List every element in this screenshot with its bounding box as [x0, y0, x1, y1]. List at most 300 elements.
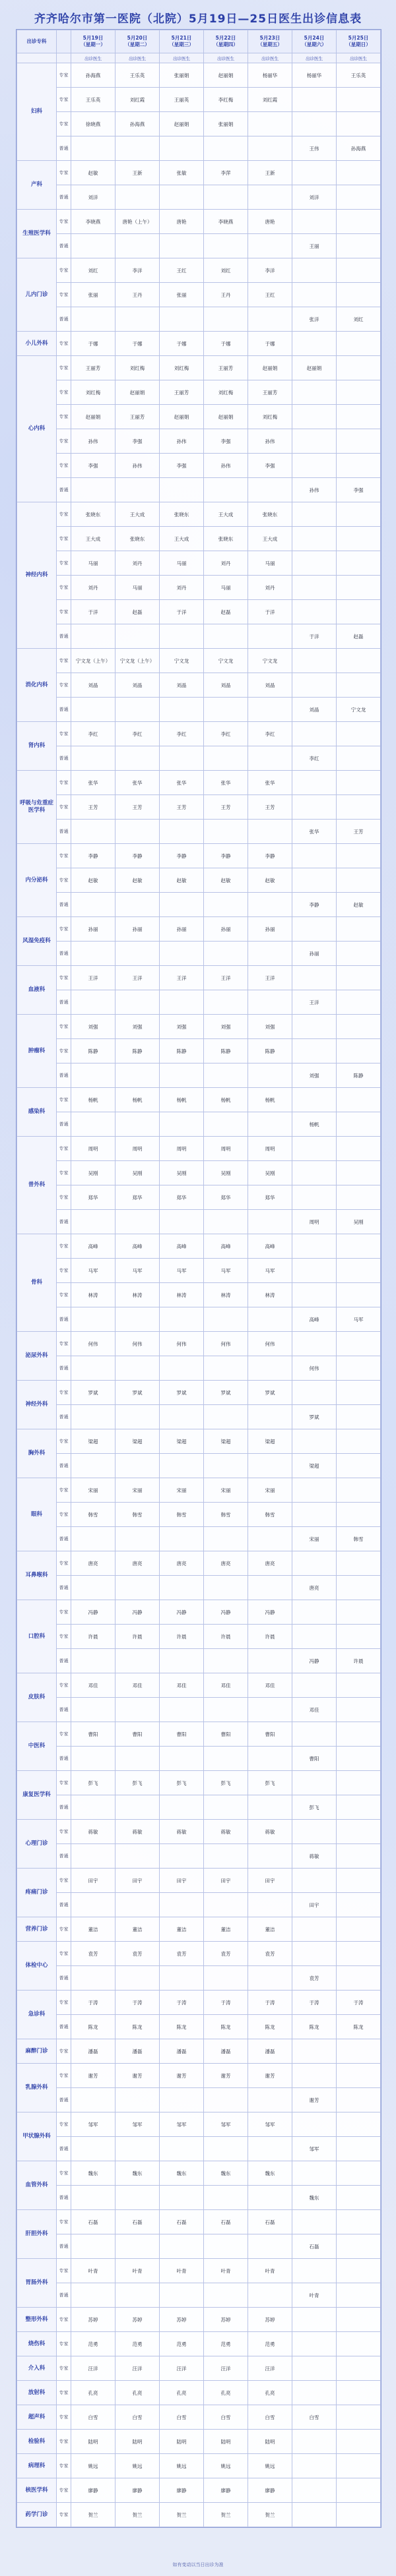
doctor-cell [248, 1112, 292, 1137]
department-name: 核医学科 [17, 2478, 57, 2503]
doctor-cell [248, 1210, 292, 1234]
doctor-cell: 李静 [248, 844, 292, 868]
doctor-cell [292, 868, 337, 893]
table-row [17, 2381, 381, 2405]
doctor-cell [337, 1161, 381, 1185]
doctor-cell: 刘红霞 [248, 88, 292, 112]
table-row [17, 1161, 381, 1185]
clinic-type: 专家 [57, 2503, 71, 2527]
doctor-cell [337, 2137, 381, 2161]
clinic-type: 专家 [57, 1015, 71, 1039]
doctor-cell: 于娜 [160, 332, 204, 356]
doctor-cell: 吴刚 [160, 1161, 204, 1185]
doctor-cell: 张华 [204, 771, 248, 795]
doctor-cell: 廖静 [204, 2478, 248, 2503]
table-row [17, 844, 381, 868]
table-row [17, 1015, 381, 1039]
table-subheader-row [17, 53, 381, 63]
doctor-cell: 马军 [116, 1259, 160, 1283]
table-row [17, 1625, 381, 1649]
doctor-cell [248, 2137, 292, 2161]
department-name: 康复医学科 [17, 1771, 57, 1820]
doctor-cell [116, 185, 160, 210]
clinic-type: 专家 [57, 673, 71, 698]
doctor-cell [337, 771, 381, 795]
doctor-cell: 石磊 [160, 2210, 204, 2234]
doctor-cell: 马军 [204, 1259, 248, 1283]
doctor-cell: 冯静 [292, 1649, 337, 1673]
doctor-cell [337, 2478, 381, 2503]
doctor-cell [248, 307, 292, 332]
doctor-cell: 谢芳 [71, 2064, 116, 2088]
doctor-cell: 白雪 [71, 2405, 116, 2430]
doctor-cell [337, 2503, 381, 2527]
doctor-cell [204, 1698, 248, 1722]
doctor-cell: 邹军 [71, 2112, 116, 2137]
doctor-cell: 姚远 [116, 2454, 160, 2478]
doctor-cell [160, 2137, 204, 2161]
clinic-type: 专家 [57, 380, 71, 405]
doctor-cell: 袁芳 [71, 1942, 116, 1966]
doctor-cell [116, 1307, 160, 1332]
department-name: 检验科 [17, 2430, 57, 2454]
header-weekday: （星期日） [346, 42, 371, 47]
doctor-cell: 石磊 [292, 2234, 337, 2259]
clinic-type: 普通 [57, 1576, 71, 1600]
doctor-cell: 袁芳 [248, 1942, 292, 1966]
doctor-cell: 于洋 [71, 600, 116, 624]
doctor-cell [160, 307, 204, 332]
doctor-cell: 孙丽 [116, 917, 160, 942]
doctor-cell: 杨帆 [116, 1088, 160, 1112]
doctor-cell: 魏东 [116, 2161, 160, 2186]
department-name: 胃肠外科 [17, 2259, 57, 2308]
doctor-cell: 罗斌 [160, 1381, 204, 1405]
doctor-cell [292, 722, 337, 746]
department-name: 耳鼻喉科 [17, 1551, 57, 1600]
doctor-cell [204, 136, 248, 161]
table-row [17, 1356, 381, 1381]
doctor-cell: 叶青 [160, 2259, 204, 2283]
clinic-type: 专家 [57, 405, 71, 429]
table-row [17, 161, 381, 185]
doctor-cell: 李洋 [116, 258, 160, 283]
doctor-cell: 周明 [116, 1137, 160, 1161]
header-dept: 出诊专科 [17, 30, 57, 53]
doctor-cell: 冯静 [116, 1600, 160, 1625]
doctor-cell: 邹军 [116, 2112, 160, 2137]
table-row [17, 1820, 381, 1844]
doctor-cell [292, 795, 337, 820]
doctor-cell [337, 380, 381, 405]
doctor-cell: 李红 [71, 722, 116, 746]
doctor-cell: 于洋 [292, 624, 337, 649]
doctor-cell [116, 893, 160, 917]
clinic-type: 普通 [57, 307, 71, 332]
doctor-cell [292, 1137, 337, 1161]
doctor-cell: 魏东 [71, 2161, 116, 2186]
clinic-type: 专家 [57, 429, 71, 454]
doctor-cell: 田宇 [204, 1869, 248, 1893]
doctor-cell: 郑华 [160, 1185, 204, 1210]
doctor-cell: 陈静 [160, 1039, 204, 1063]
doctor-cell: 白雪 [292, 2405, 337, 2430]
department-name: 皮肤科 [17, 1673, 57, 1722]
doctor-cell: 赵敏 [116, 868, 160, 893]
doctor-cell [337, 722, 381, 746]
header-weekday: （星期二） [125, 42, 150, 47]
doctor-cell: 于涛 [204, 1991, 248, 2015]
doctor-cell: 于涛 [248, 1991, 292, 2015]
table-row [17, 624, 381, 649]
doctor-cell: 马军 [248, 1259, 292, 1283]
doctor-cell: 汪洋 [204, 2356, 248, 2381]
doctor-cell: 王大成 [71, 527, 116, 551]
doctor-cell: 周明 [204, 1137, 248, 1161]
doctor-cell [160, 1454, 204, 1478]
doctor-cell: 王芳 [337, 820, 381, 844]
doctor-cell: 蒋敏 [160, 1820, 204, 1844]
doctor-cell [337, 600, 381, 624]
doctor-cell: 王芳 [116, 795, 160, 820]
doctor-cell: 张华 [248, 771, 292, 795]
doctor-cell: 杨帆 [292, 1112, 337, 1137]
table-row [17, 673, 381, 698]
doctor-cell [337, 258, 381, 283]
doctor-cell [337, 283, 381, 307]
doctor-cell [204, 1649, 248, 1673]
doctor-cell: 孙丽 [204, 917, 248, 942]
table-row [17, 990, 381, 1015]
clinic-type: 专家 [57, 1234, 71, 1259]
department-name: 放射科 [17, 2381, 57, 2405]
footer-note: 如有变动以当日出诊为准 [172, 2562, 224, 2567]
doctor-cell: 刘晶 [71, 673, 116, 698]
table-row [17, 1649, 381, 1673]
doctor-cell: 赵敏 [204, 868, 248, 893]
table-row [17, 1795, 381, 1820]
doctor-cell: 袁芳 [292, 1966, 337, 1991]
doctor-cell: 孔亮 [71, 2381, 116, 2405]
doctor-cell: 田宇 [116, 1869, 160, 1893]
table-row [17, 185, 381, 210]
header-date: 5月20日 [127, 35, 148, 41]
doctor-cell: 韩雪 [337, 1527, 381, 1551]
doctor-cell: 张晓东 [248, 502, 292, 527]
doctor-cell: 李强 [248, 454, 292, 478]
doctor-cell [116, 624, 160, 649]
table-row [17, 380, 381, 405]
doctor-cell [71, 820, 116, 844]
clinic-type: 专家 [57, 917, 71, 942]
doctor-cell [337, 1478, 381, 1503]
doctor-cell [337, 966, 381, 990]
clinic-type: 普通 [57, 1795, 71, 1820]
doctor-cell [337, 405, 381, 429]
doctor-cell: 白雪 [116, 2405, 160, 2430]
header-day [116, 30, 160, 53]
clinic-type: 专家 [57, 1722, 71, 1747]
doctor-cell [337, 1747, 381, 1771]
doctor-cell [337, 88, 381, 112]
table-row [17, 1527, 381, 1551]
doctor-cell [337, 2356, 381, 2381]
doctor-cell: 潘磊 [116, 2039, 160, 2064]
doctor-cell: 唐亮 [248, 1551, 292, 1576]
doctor-cell [337, 210, 381, 234]
doctor-cell [337, 1234, 381, 1259]
doctor-cell: 陈静 [116, 1039, 160, 1063]
schedule-table [16, 30, 381, 2527]
table-row [17, 502, 381, 527]
table-row [17, 1112, 381, 1137]
doctor-cell [248, 1844, 292, 1869]
doctor-cell [337, 1185, 381, 1210]
doctor-cell: 陈静 [204, 1039, 248, 1063]
doctor-cell: 于涛 [116, 1991, 160, 2015]
doctor-cell: 马丽 [204, 576, 248, 600]
doctor-cell: 马丽 [116, 576, 160, 600]
table-row [17, 1381, 381, 1405]
doctor-cell: 陈龙 [248, 2015, 292, 2039]
doctor-cell: 于涛 [337, 1991, 381, 2015]
doctor-cell: 李静 [292, 893, 337, 917]
doctor-cell [204, 698, 248, 722]
doctor-cell [248, 478, 292, 502]
doctor-cell [337, 429, 381, 454]
doctor-cell: 范勇 [160, 2332, 204, 2356]
doctor-cell: 于娜 [204, 332, 248, 356]
doctor-cell [204, 478, 248, 502]
doctor-cell: 宋丽 [160, 1478, 204, 1503]
doctor-cell: 孙伟 [71, 429, 116, 454]
doctor-cell [71, 1893, 116, 1917]
clinic-type: 专家 [57, 649, 71, 673]
doctor-cell: 陈静 [337, 1063, 381, 1088]
doctor-cell: 刘红霞 [116, 88, 160, 112]
doctor-cell: 邹军 [292, 2137, 337, 2161]
clinic-type: 专家 [57, 844, 71, 868]
doctor-cell: 魏东 [292, 2186, 337, 2210]
department-name: 呼吸与危重症医学科 [17, 771, 57, 844]
doctor-cell: 冯静 [71, 1600, 116, 1625]
table-row [17, 307, 381, 332]
schedule-body [17, 63, 381, 2527]
doctor-cell: 吴刚 [116, 1161, 160, 1185]
table-row [17, 478, 381, 502]
doctor-cell [71, 1063, 116, 1088]
doctor-cell: 邓佳 [116, 1673, 160, 1698]
subheader-label: 出诊医生 [248, 53, 292, 63]
doctor-cell [337, 1625, 381, 1649]
doctor-cell: 廖静 [248, 2478, 292, 2503]
doctor-cell: 冯静 [160, 1600, 204, 1625]
doctor-cell [116, 1210, 160, 1234]
clinic-type: 专家 [57, 2064, 71, 2088]
doctor-cell [204, 942, 248, 966]
doctor-cell: 唐亮 [116, 1551, 160, 1576]
doctor-cell: 马丽 [248, 551, 292, 576]
doctor-cell: 苏婷 [160, 2308, 204, 2332]
doctor-cell: 张华 [71, 771, 116, 795]
doctor-cell: 王红 [160, 258, 204, 283]
page-title: 齐齐哈尔市第一医院（北院）5月19日—25日医生出诊信息表 [34, 13, 362, 26]
doctor-cell: 李红 [292, 746, 337, 771]
table-row [17, 136, 381, 161]
clinic-type: 专家 [57, 1185, 71, 1210]
table-row [17, 820, 381, 844]
doctor-cell [71, 234, 116, 258]
department-name: 胸外科 [17, 1429, 57, 1478]
doctor-cell: 田宇 [71, 1869, 116, 1893]
doctor-cell [116, 698, 160, 722]
doctor-cell: 叶青 [116, 2259, 160, 2283]
doctor-cell [248, 1405, 292, 1429]
doctor-cell: 郑华 [116, 1185, 160, 1210]
header-date: 5月21日 [171, 35, 192, 41]
doctor-cell [292, 2259, 337, 2283]
doctor-cell [204, 1966, 248, 1991]
doctor-cell: 何伟 [71, 1332, 116, 1356]
table-row [17, 2039, 381, 2064]
doctor-cell: 马丽 [71, 551, 116, 576]
header-date: 5月19日 [82, 35, 104, 41]
doctor-cell: 孔亮 [116, 2381, 160, 2405]
subheader-label: 出诊医生 [337, 53, 381, 63]
doctor-cell: 宁文龙 [337, 698, 381, 722]
doctor-cell [292, 1917, 337, 1942]
clinic-type: 专家 [57, 2210, 71, 2234]
doctor-cell: 王红 [248, 283, 292, 307]
clinic-type: 普通 [57, 2137, 71, 2161]
doctor-cell [71, 893, 116, 917]
doctor-cell: 石磊 [248, 2210, 292, 2234]
doctor-cell: 王洋 [292, 990, 337, 1015]
doctor-cell: 王芳 [204, 795, 248, 820]
doctor-cell [292, 1039, 337, 1063]
doctor-cell: 孙伟 [160, 429, 204, 454]
doctor-cell [337, 1112, 381, 1137]
doctor-cell: 韩雪 [71, 1503, 116, 1527]
doctor-cell: 孙丽 [71, 917, 116, 942]
clinic-type: 专家 [57, 966, 71, 990]
doctor-cell [248, 1893, 292, 1917]
doctor-cell: 苏婷 [71, 2308, 116, 2332]
doctor-cell: 王新 [248, 161, 292, 185]
doctor-cell [204, 2234, 248, 2259]
doctor-cell [292, 88, 337, 112]
doctor-cell: 姚远 [204, 2454, 248, 2478]
doctor-cell [337, 2308, 381, 2332]
doctor-cell [160, 1844, 204, 1869]
doctor-cell: 王丽英 [160, 88, 204, 112]
clinic-type: 专家 [57, 63, 71, 88]
clinic-type: 普通 [57, 1063, 71, 1088]
doctor-cell: 苏婷 [248, 2308, 292, 2332]
doctor-cell [292, 258, 337, 283]
header-day [160, 30, 204, 53]
doctor-cell: 贺兰 [248, 2503, 292, 2527]
subheader-blank [57, 53, 71, 63]
doctor-cell [248, 2234, 292, 2259]
department-name: 血液科 [17, 966, 57, 1015]
doctor-cell: 高峰 [204, 1234, 248, 1259]
table-row [17, 2259, 381, 2283]
doctor-cell [160, 1527, 204, 1551]
table-row [17, 1673, 381, 1698]
doctor-cell [292, 283, 337, 307]
doctor-cell [248, 1966, 292, 1991]
table-row [17, 1869, 381, 1893]
doctor-cell [337, 576, 381, 600]
doctor-cell [337, 2064, 381, 2088]
table-row [17, 405, 381, 429]
doctor-cell: 王丽芳 [160, 380, 204, 405]
doctor-cell [248, 1356, 292, 1381]
clinic-type: 普通 [57, 2283, 71, 2308]
doctor-cell: 吴刚 [71, 1161, 116, 1185]
clinic-type: 专家 [57, 332, 71, 356]
doctor-cell [337, 1698, 381, 1722]
department-name: 口腔科 [17, 1600, 57, 1673]
clinic-type: 普通 [57, 1893, 71, 1917]
clinic-type: 普通 [57, 136, 71, 161]
table-row [17, 2356, 381, 2381]
doctor-cell: 袁芳 [116, 1942, 160, 1966]
doctor-cell: 于涛 [160, 1991, 204, 2015]
department-name: 中医科 [17, 1722, 57, 1771]
doctor-cell [248, 624, 292, 649]
doctor-cell: 赵丽娟 [204, 63, 248, 88]
doctor-cell: 张晓东 [160, 502, 204, 527]
doctor-cell: 周明 [248, 1137, 292, 1161]
doctor-cell: 邹军 [248, 2112, 292, 2137]
table-row [17, 258, 381, 283]
doctor-cell [292, 2356, 337, 2381]
doctor-cell [292, 112, 337, 136]
doctor-cell: 潘磊 [248, 2039, 292, 2064]
doctor-cell: 刘晶 [116, 673, 160, 698]
doctor-cell: 罗斌 [116, 1381, 160, 1405]
clinic-type: 普通 [57, 1966, 71, 1991]
doctor-cell: 许晨 [116, 1625, 160, 1649]
header-day [337, 30, 381, 53]
doctor-cell: 李红 [116, 722, 160, 746]
doctor-cell: 王丽芳 [204, 356, 248, 380]
doctor-cell: 彭飞 [248, 1771, 292, 1795]
department-name: 肾内科 [17, 722, 57, 771]
doctor-cell: 李洋 [248, 258, 292, 283]
table-row [17, 1893, 381, 1917]
doctor-cell [292, 332, 337, 356]
table-row [17, 2088, 381, 2112]
clinic-type: 专家 [57, 2161, 71, 2186]
doctor-cell [337, 844, 381, 868]
table-row [17, 2405, 381, 2430]
clinic-type: 专家 [57, 1088, 71, 1112]
doctor-cell [116, 1405, 160, 1429]
doctor-cell: 曹阳 [71, 1722, 116, 1747]
doctor-cell [71, 136, 116, 161]
doctor-cell: 刘强 [248, 1015, 292, 1039]
department-name: 肿瘤科 [17, 1015, 57, 1088]
table-row [17, 1307, 381, 1332]
doctor-cell [71, 1210, 116, 1234]
doctor-cell [71, 478, 116, 502]
doctor-cell [292, 1478, 337, 1503]
doctor-cell: 曹阳 [204, 1722, 248, 1747]
doctor-cell: 王大成 [160, 527, 204, 551]
